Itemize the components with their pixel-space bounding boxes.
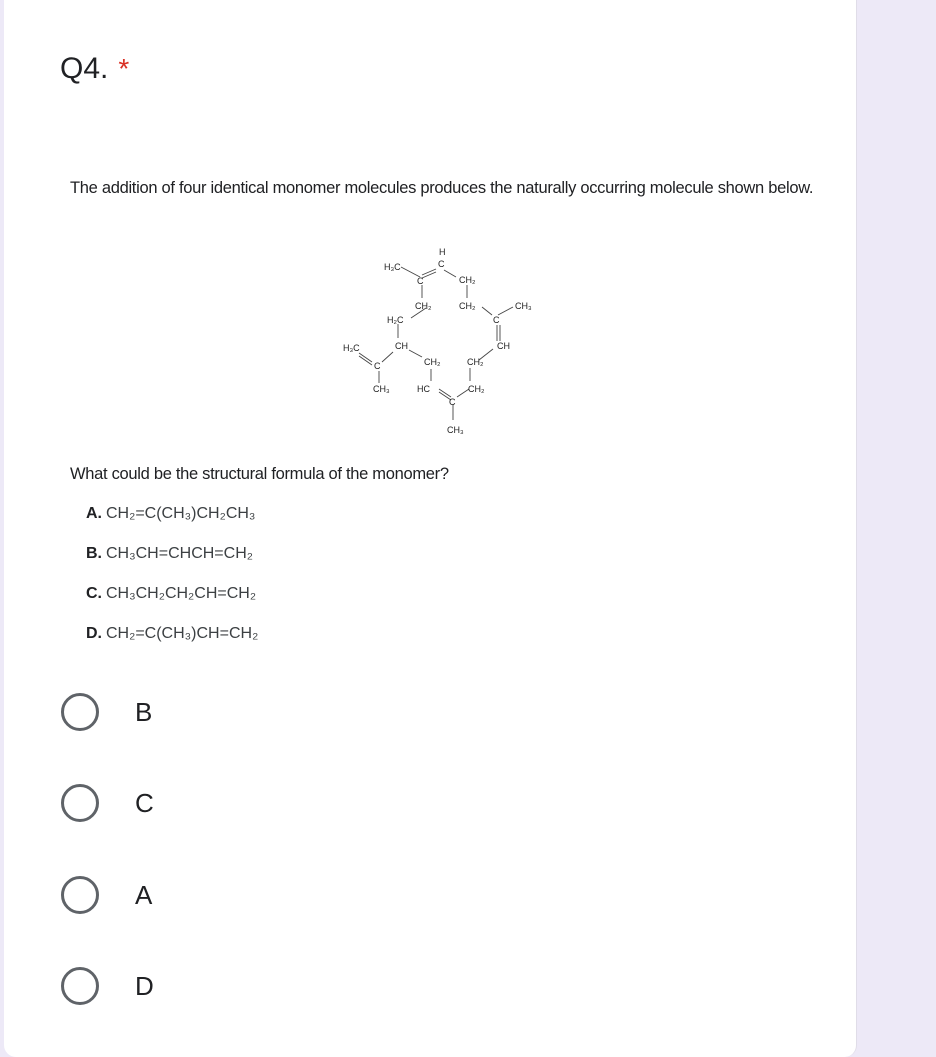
choice-label[interactable]: D xyxy=(135,970,154,1001)
mol-ch2-top-right: CH₂ xyxy=(459,275,476,285)
mol-h2c-left: H₂C xyxy=(387,315,404,325)
option-letter: A. xyxy=(86,505,102,522)
option-b xyxy=(86,545,258,585)
choice-c[interactable] xyxy=(61,779,154,827)
mol-ch3-right: CH₃ xyxy=(515,301,532,311)
question-title xyxy=(60,52,129,86)
option-letter: C. xyxy=(86,585,102,602)
option-c xyxy=(86,585,258,625)
question-description: The addition of four identical monomer molecules produces the naturally occurring molecule shown below. xyxy=(70,179,814,197)
radio-circle-icon[interactable] xyxy=(61,693,99,731)
choice-label[interactable]: C xyxy=(135,787,154,818)
option-letter: D. xyxy=(86,625,102,642)
radio-circle-icon[interactable] xyxy=(61,876,99,914)
answer-options-list xyxy=(86,505,258,665)
option-formula: CH₂=C(CH₃)CH₂CH₃ xyxy=(106,505,256,522)
mol-ch2-mid-left: CH₂ xyxy=(415,301,432,311)
mol-c-bottom: C xyxy=(449,397,456,407)
mol-ch2-mid-right: CH₂ xyxy=(459,301,476,311)
option-formula: CH₃CH₂CH₂CH=CH₂ xyxy=(106,585,257,602)
question-prompt: What could be the structural formula of the monomer? xyxy=(70,465,449,483)
option-letter: B. xyxy=(86,545,102,562)
mol-ch3-bottom-left: CH₃ xyxy=(373,384,390,394)
mol-ch-right: CH xyxy=(497,341,510,351)
mol-hc-bottom: HC xyxy=(417,384,430,394)
molecule-diagram xyxy=(329,245,559,445)
mol-ch2-inner-left: CH₂ xyxy=(424,357,441,367)
mol-h3c-top: H₃C xyxy=(384,262,401,272)
option-formula: CH₂=C(CH₃)CH=CH₂ xyxy=(106,625,259,642)
mol-ch2-inner-right: CH₂ xyxy=(467,357,484,367)
mol-ch-left: CH xyxy=(395,341,408,351)
question-card xyxy=(4,0,857,1057)
choice-d[interactable] xyxy=(61,962,154,1010)
mol-h3c-left: H₃C xyxy=(343,343,360,353)
mol-ch2-bottom-right: CH₂ xyxy=(468,384,485,394)
radio-circle-icon[interactable] xyxy=(61,967,99,1005)
option-d xyxy=(86,625,258,665)
option-a xyxy=(86,505,258,545)
choice-label[interactable]: A xyxy=(135,879,153,910)
mol-top-c: C xyxy=(438,259,445,269)
mol-c-right: C xyxy=(493,315,500,325)
option-formula: CH₃CH=CHCH=CH₂ xyxy=(106,545,253,562)
mol-ch3-bottom: CH₃ xyxy=(447,425,464,435)
mol-c-left: C xyxy=(374,361,381,371)
required-asterisk: * xyxy=(118,53,130,84)
choice-b[interactable] xyxy=(61,688,152,736)
radio-circle-icon[interactable] xyxy=(61,784,99,822)
mol-c-left-top: C xyxy=(417,276,424,286)
question-number: Q4. xyxy=(60,52,109,85)
choice-a[interactable] xyxy=(61,871,152,919)
choice-label[interactable]: B xyxy=(135,696,153,727)
mol-top-h: H xyxy=(439,247,446,257)
